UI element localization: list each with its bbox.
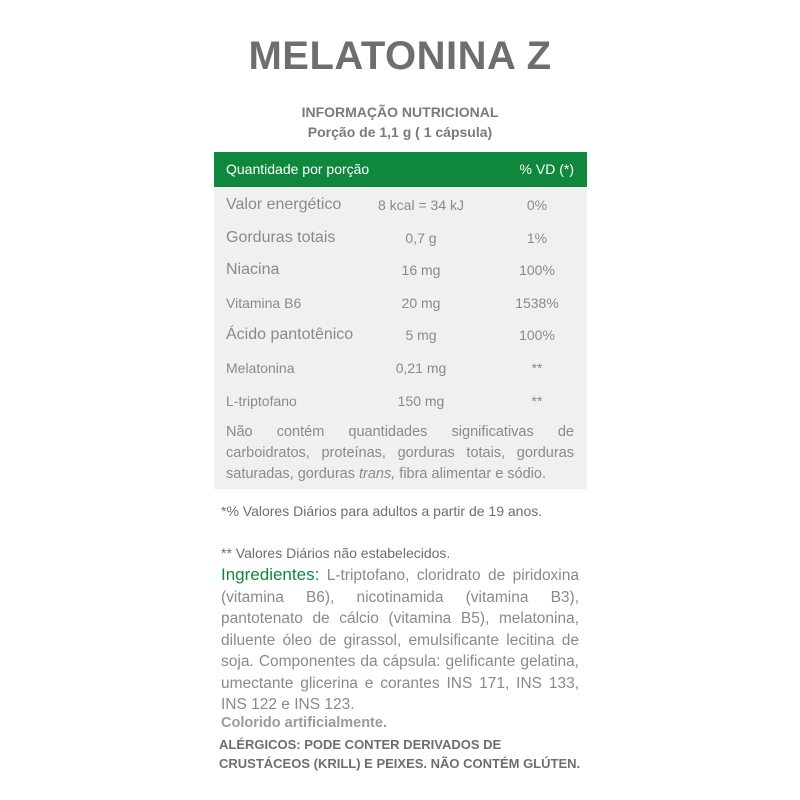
table-row	[214, 383, 587, 416]
footnote-vd: *% Valores Diários para adultos a partir de 19 anos.	[221, 503, 543, 519]
nutrient-name: Niacina	[226, 261, 280, 279]
nutrient-name: Melatonina	[226, 359, 295, 376]
footnote-not-established: ** Valores Diários não estabelecidos.	[221, 545, 451, 561]
product-title: MELATONINA Z	[248, 34, 552, 78]
nutrient-name: Gorduras totais	[226, 228, 336, 246]
nutrient-vd: 100%	[519, 262, 555, 279]
nutrient-vd: 1538%	[515, 294, 559, 311]
table-row	[214, 350, 587, 383]
nutrient-name: L-triptofano	[226, 392, 297, 409]
ingredients-text: L-triptofano, cloridrato de piridoxina (vitamina B6), nicotinamida (vitamina B3), pantotenato de cálcio (vitamina B5), melatonina, diluente óleo de girassol, emulsificante lecitina de soja. Componentes da cápsula: gelificante gelatina, umectante glicerina e corantes INS 171, INS 133, INS 122 e INS 123.	[221, 567, 579, 713]
nutrition-info-heading: INFORMAÇÃO NUTRICIONAL	[301, 104, 499, 120]
table-note-italic: trans,	[359, 466, 396, 482]
table-note-text: Não contém quantidades significativas de carboidratos, proteínas, gorduras totais, gorduras saturadas, gorduras	[226, 424, 574, 482]
header-vd: % VD (*)	[519, 161, 574, 177]
ingredients-label: Ingredientes:	[221, 565, 320, 584]
nutrient-vd: **	[531, 392, 543, 409]
nutrition-table	[214, 152, 587, 489]
nutrient-vd: 1%	[526, 229, 548, 246]
table-note-end: fibra alimentar e sódio.	[395, 466, 546, 482]
nutrient-amount: 5 mg	[405, 327, 437, 344]
nutrient-amount: 0,21 mg	[395, 359, 447, 376]
table-header	[214, 152, 587, 187]
nutrient-amount: 16 mg	[401, 262, 441, 279]
allergen-line-2: CRUSTÁCEOS (KRILL) E PEIXES. NÃO CONTÉM GLÚTEN.	[219, 756, 581, 771]
colorido-text: Colorido artificialmente.	[221, 715, 387, 731]
table-note	[226, 422, 574, 485]
table-row	[214, 252, 587, 285]
allergen-line-1: ALÉRGICOS: PODE CONTER DERIVADOS DE	[219, 737, 502, 752]
allergen-warning	[219, 735, 599, 773]
table-row	[214, 285, 587, 318]
table-row	[214, 187, 587, 220]
nutrient-amount: 8 kcal = 34 kJ	[378, 197, 464, 213]
ingredients	[221, 564, 579, 716]
nutrient-vd: 0%	[526, 197, 548, 213]
nutrient-vd: 100%	[519, 327, 555, 344]
nutrient-vd: **	[531, 359, 543, 376]
serving-size: Porção de 1,1 g ( 1 cápsula)	[307, 124, 493, 140]
table-row	[214, 317, 587, 350]
nutrient-amount: 0,7 g	[405, 229, 437, 246]
nutrient-amount: 20 mg	[401, 294, 441, 311]
table-row	[214, 220, 587, 253]
nutrient-name: Vitamina B6	[226, 294, 302, 311]
header-quantity: Quantidade por porção	[226, 161, 370, 177]
nutrient-name: Ácido pantotênico	[226, 326, 354, 344]
nutrient-amount: 150 mg	[397, 392, 445, 409]
nutrient-name: Valor energético	[226, 196, 342, 213]
